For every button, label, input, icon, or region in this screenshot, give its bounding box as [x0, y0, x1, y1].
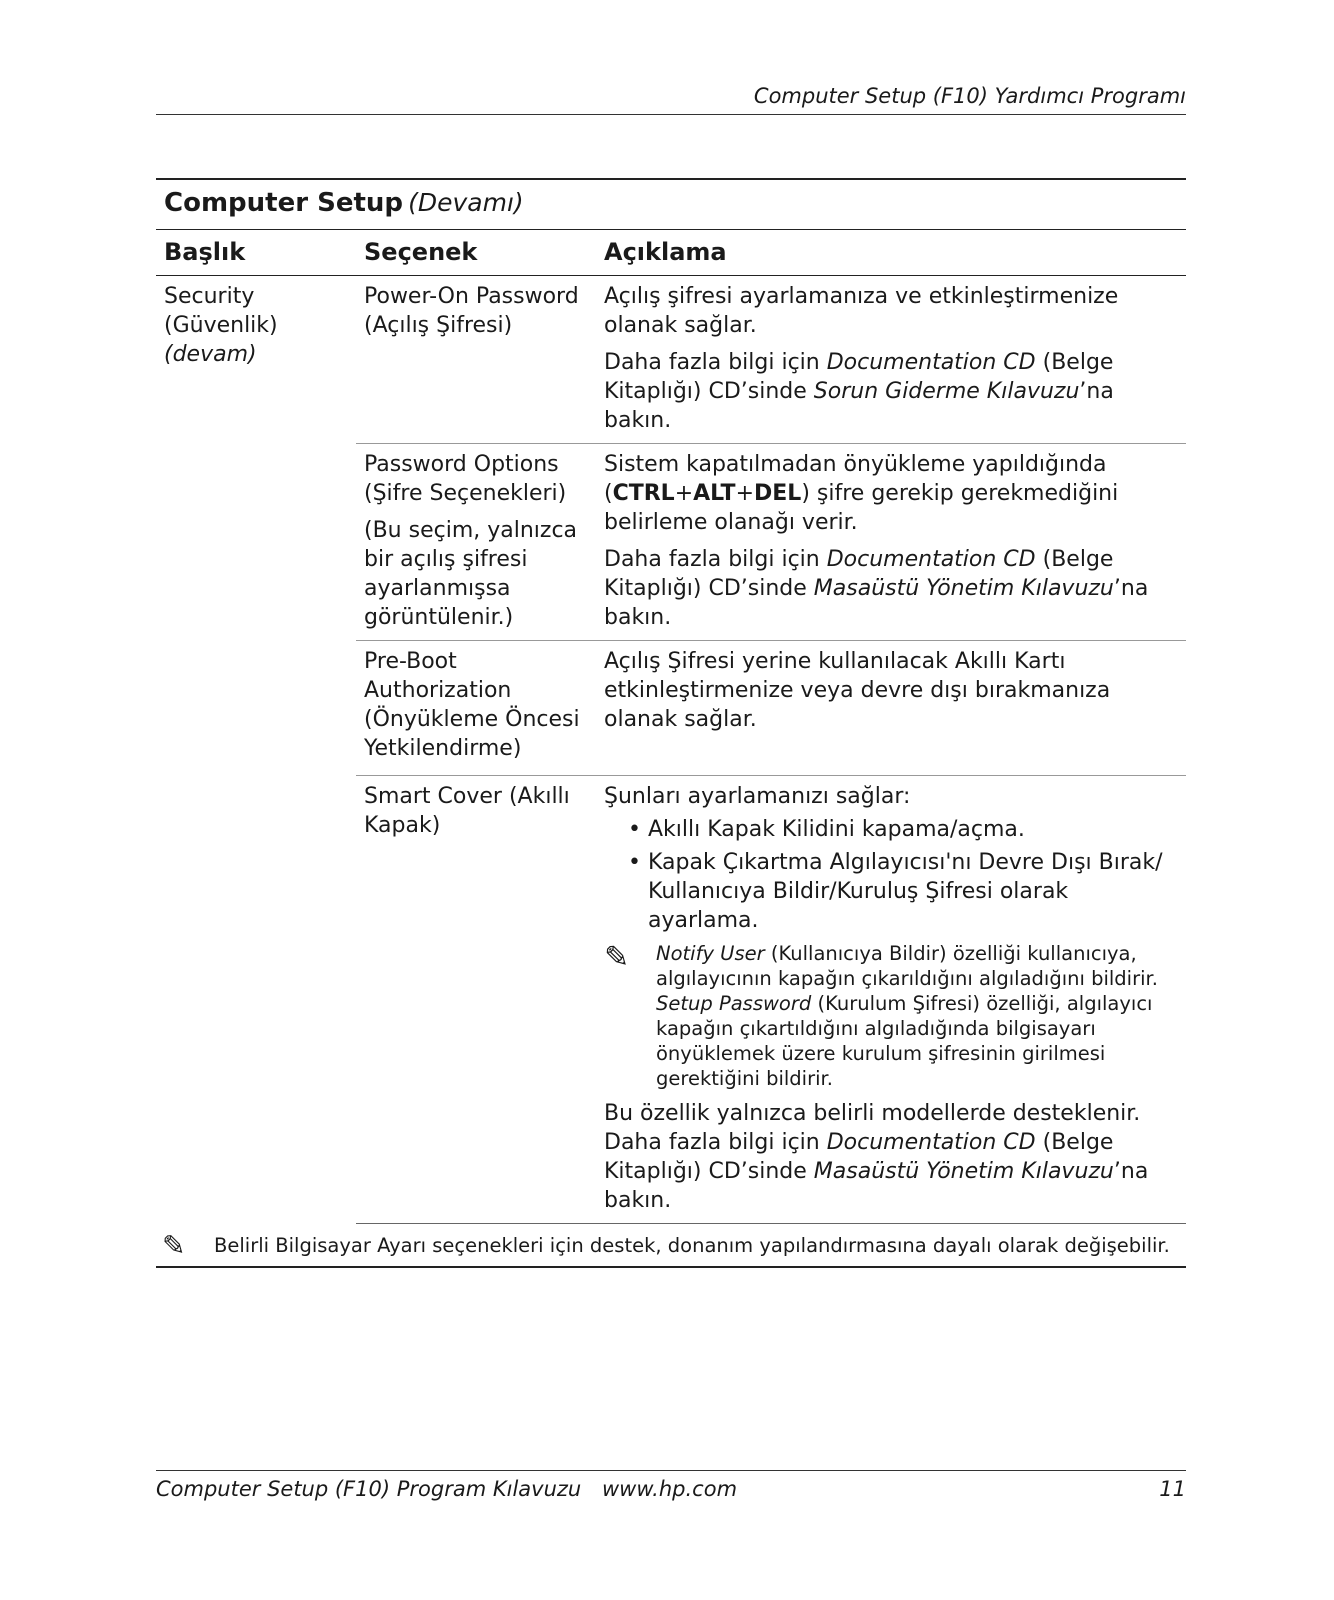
key-del: DEL — [754, 481, 802, 506]
option-cell — [356, 450, 596, 632]
description-cell — [596, 450, 1186, 632]
options-column — [356, 276, 1186, 1224]
description-cell — [596, 782, 1186, 1215]
table-title-bold: Computer Setup — [164, 188, 404, 218]
table-title — [156, 180, 1186, 230]
option-cell — [356, 282, 596, 435]
option-line: (Şifre Seçenekleri) — [364, 481, 567, 506]
header-option: Seçenek — [364, 238, 478, 266]
option-line: (Önyükleme Öncesi — [364, 707, 580, 732]
option-line: Power-On Password — [364, 284, 579, 309]
security-section — [156, 276, 1186, 1224]
option-line: Authorization — [364, 678, 512, 703]
reference-paragraph: Daha fazla bilgi için Documentation CD (Belge Kitaplığı) CD’sinde Sorun Giderme Kılavuzu’na bakın. — [604, 350, 1114, 433]
page-number: 11 — [1159, 1477, 1186, 1501]
key-alt: ALT — [693, 481, 736, 506]
description-paragraph: Açılış şifresi ayarlamanıza ve etkinleştirmenize olanak sağlar. — [604, 284, 1119, 338]
note-box — [604, 941, 1182, 1091]
category-continued: (devam) — [164, 342, 257, 367]
pencil-note-icon: ✎ — [604, 940, 630, 975]
pencil-note-icon: ✎ — [162, 1229, 186, 1262]
table-header-row — [156, 230, 1186, 276]
header-description: Açıklama — [604, 238, 727, 266]
table-row — [356, 276, 1186, 444]
running-header — [156, 82, 1186, 115]
option-line: Kapak) — [364, 813, 441, 838]
option-line: Pre-Boot — [364, 649, 457, 674]
note-text: Notify User (Kullanıcıya Bildir) özelliği kullanıcıya, algılayıcının kapağın çıkarıldığını algıladığını bildirir. Setup Password (Kurulum Şifresi) özelliği, algılayıcı kapağın çıkartıldığını algıladığında bilgisayarı önyüklemek üzere kurulum şifresinin girilmesi gerektiğini bildirir. — [656, 942, 1158, 1090]
running-header-text: Computer Setup (F10) Yardımcı Programı — [753, 84, 1186, 108]
description-cell — [596, 647, 1186, 763]
page-footer — [156, 1470, 1186, 1510]
table-row — [356, 641, 1186, 776]
table-footnote — [156, 1224, 1186, 1268]
footnote-text: Belirli Bilgisayar Ayarı seçenekleri için destek, donanım yapılandırmasına dayalı olarak değişebilir. — [214, 1233, 1170, 1257]
computer-setup-table — [156, 178, 1186, 1268]
description-paragraph: Şunları ayarlamanızı sağlar: — [604, 784, 911, 809]
option-cell — [356, 647, 596, 763]
footer-guide-title: Computer Setup (F10) Program Kılavuzu — [156, 1477, 582, 1501]
table-row — [356, 776, 1186, 1224]
option-line: Password Options — [364, 452, 559, 477]
header-title: Başlık — [164, 238, 246, 266]
footer-url: www.hp.com — [602, 1477, 738, 1501]
list-item: • Akıllı Kapak Kilidini kapama/açma. — [604, 815, 1182, 844]
category-cell — [156, 276, 356, 1224]
list-item: • Kapak Çıkartma Algılayıcısı'nı Devre Dışı Bırak/ Kullanıcıya Bildir/Kuruluş Şifresi olarak ayarlama. — [604, 848, 1182, 935]
option-extra-note: (Bu seçim, yalnızca bir açılış şifresi ayarlanmışsa görüntülenir.) — [364, 518, 578, 630]
category-line: (Güvenlik) — [164, 313, 278, 338]
option-line: Yetkilendirme) — [364, 736, 522, 761]
category-line: Security — [164, 284, 255, 309]
table-row — [356, 444, 1186, 641]
reference-paragraph: Daha fazla bilgi için Documentation CD (Belge Kitaplığı) CD’sinde Masaüstü Yönetim Kılavuzu’na bakın. — [604, 547, 1149, 630]
key-ctrl: CTRL — [612, 481, 675, 506]
description-paragraph: Açılış Şifresi yerine kullanılacak Akıllı Kartı etkinleştirmenize veya devre dışı bırakmanıza olanak sağlar. — [604, 649, 1111, 732]
option-cell — [356, 782, 596, 1215]
reference-paragraph: Bu özellik yalnızca belirli modellerde desteklenir. Daha fazla bilgi için Documentation CD (Belge Kitaplığı) CD’sinde Masaüstü Yönetim Kılavuzu’na bakın. — [604, 1101, 1149, 1213]
description-cell — [596, 282, 1186, 435]
description-paragraph: Sistem kapatılmadan önyükleme yapıldığında (CTRL+ALT+DEL) şifre gerekip gerekmediğini belirleme olanağı verir. — [604, 452, 1119, 535]
bullet-list — [604, 815, 1182, 935]
table-title-italic: (Devamı) — [408, 188, 524, 217]
option-line: (Açılış Şifresi) — [364, 313, 513, 338]
option-line: Smart Cover (Akıllı — [364, 784, 570, 809]
